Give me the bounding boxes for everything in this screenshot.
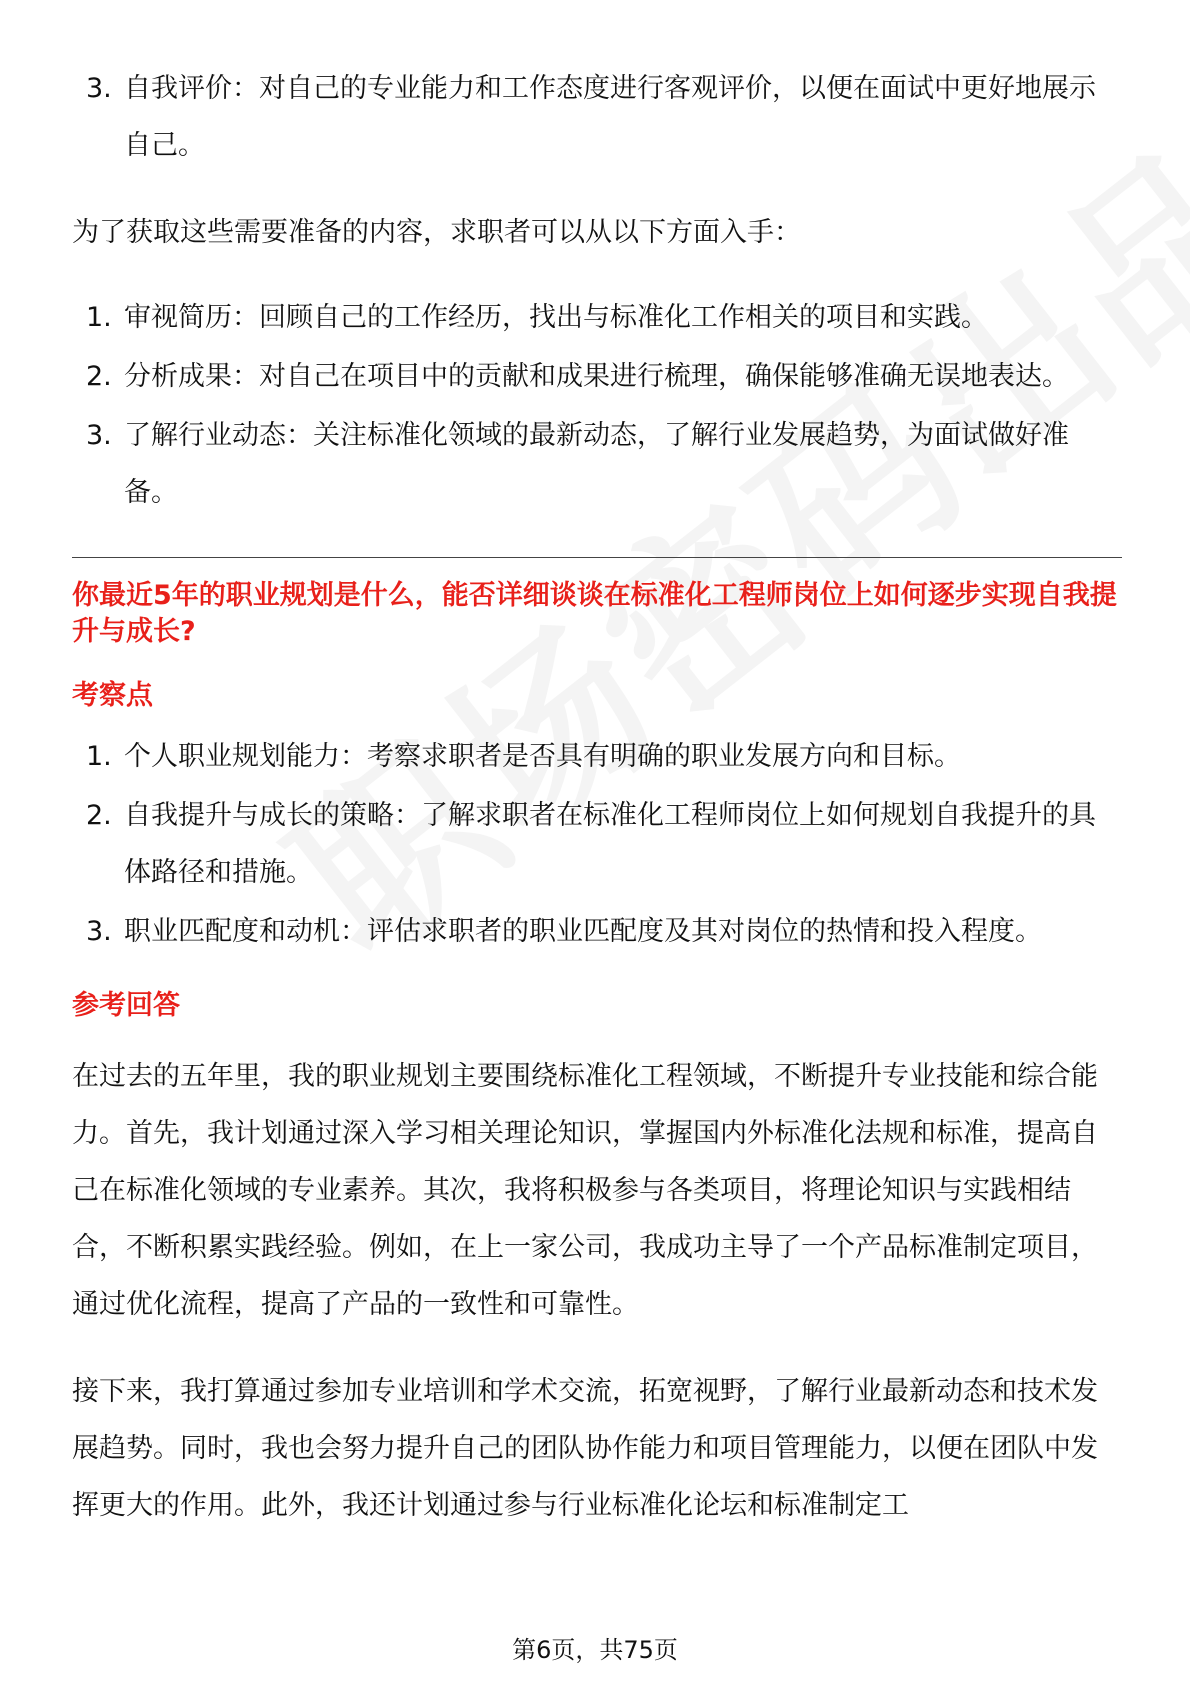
section-divider (72, 557, 1122, 558)
list-text: 分析成果：对自己在项目中的贡献和成果进行梳理，确保能够准确无误地表达。 (124, 361, 1069, 392)
list-text: 自我提升与成长的策略：了解求职者在标准化工程师岗位上如何规划自我提升的具体路径和措施。 (124, 800, 1096, 888)
list-number: 3. (86, 73, 112, 104)
list-item (72, 60, 1122, 174)
assessment-list (72, 728, 1122, 960)
answer-paragraph: 在过去的五年里，我的职业规划主要围绕标准化工程领域，不断提升专业技能和综合能力。首先，我计划通过深入学习相关理论知识，掌握国内外标准化法规和标准，提高自己在标准化领域的专业素养。其次，我将积极参与各类项目，将理论知识与实践相结合，不断积累实践经验。例如，在上一家公司，我成功主导了一个产品标准制定项目，通过优化流程，提高了产品的一致性和可靠性。 (72, 1061, 1098, 1320)
reference-heading: 参考回答 (72, 990, 180, 1021)
list-item (72, 903, 1122, 960)
list-number: 3. (86, 420, 112, 451)
list-item (72, 348, 1122, 405)
list-number: 2. (86, 361, 112, 392)
list-text: 职业匹配度和动机：评估求职者的职业匹配度及其对岗位的热情和投入程度。 (124, 916, 1042, 947)
list-item (72, 787, 1122, 901)
list-text: 个人职业规划能力：考察求职者是否具有明确的职业发展方向和目标。 (124, 741, 961, 772)
list-item (72, 728, 1122, 785)
list-text: 自我评价：对自己的专业能力和工作态度进行客观评价，以便在面试中更好地展示自己。 (124, 73, 1096, 161)
list-number: 2. (86, 800, 112, 831)
prep-list (72, 289, 1122, 521)
list-number: 3. (86, 916, 112, 947)
document-content (72, 60, 1122, 1534)
page-number: 第6页，共75页 (512, 1636, 678, 1664)
list-text: 了解行业动态：关注标准化领域的最新动态，了解行业发展趋势，为面试做好准备。 (124, 420, 1069, 508)
list-item (72, 289, 1122, 346)
prep-intro: 为了获取这些需要准备的内容，求职者可以从以下方面入手： (72, 217, 801, 248)
list-number: 1. (86, 741, 112, 772)
intro-list (72, 60, 1122, 174)
answer-paragraph: 接下来，我打算通过参加专业培训和学术交流，拓宽视野，了解行业最新动态和技术发展趋势。同时，我也会努力提升自己的团队协作能力和项目管理能力，以便在团队中发挥更大的作用。此外，我还计划通过参与行业标准化论坛和标准制定工 (72, 1376, 1098, 1521)
list-number: 1. (86, 302, 112, 333)
assessment-heading: 考察点 (72, 680, 153, 711)
question-title: 你最近5年的职业规划是什么，能否详细谈谈在标准化工程师岗位上如何逐步实现自我提升与成长? (72, 580, 1117, 647)
list-item (72, 407, 1122, 521)
list-text: 审视简历：回顾自己的工作经历，找出与标准化工作相关的项目和实践。 (124, 302, 988, 333)
